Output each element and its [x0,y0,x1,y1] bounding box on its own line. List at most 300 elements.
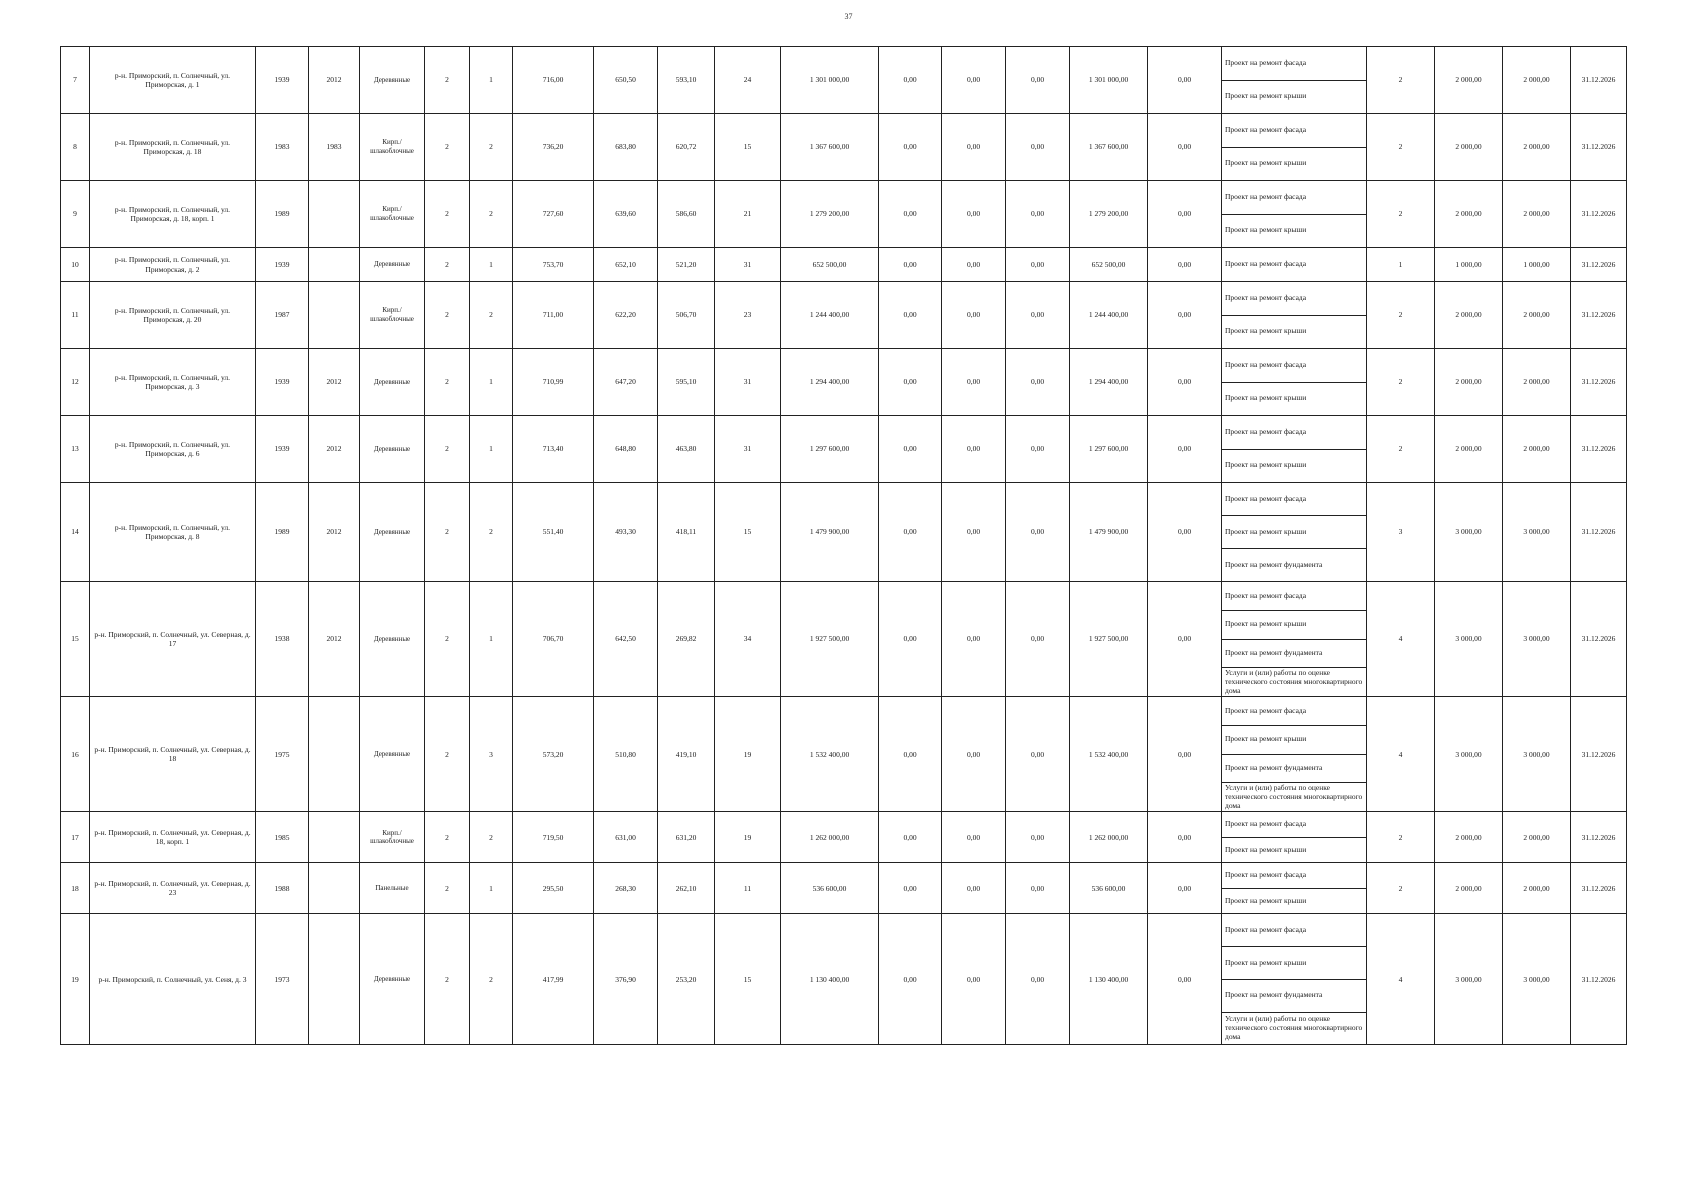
cost-fund: 0,00 [879,47,942,114]
table-row [61,114,1627,148]
unit-cost-max: 3 000,00 [1503,582,1571,697]
year-repair: 1983 [309,114,360,181]
work-item: Услуги и (или) работы по оценке технического состояния многоквартирного дома [1222,783,1367,812]
work-item: Проект на ремонт фундамента [1222,549,1367,582]
entrances-count: 3 [470,697,513,812]
cost-fund: 0,00 [879,483,942,582]
unit-cost: 3 000,00 [1435,697,1503,812]
year-built: 1938 [256,582,309,697]
area-total: 706,70 [513,582,594,697]
floors-count: 2 [425,483,470,582]
row-number: 8 [61,114,90,181]
cost-other: 0,00 [1148,582,1222,697]
year-built: 1983 [256,114,309,181]
floors-count: 2 [425,349,470,416]
unit-cost: 2 000,00 [1435,863,1503,914]
cost-budget-local: 0,00 [1006,863,1070,914]
document-sheet [60,46,1626,1045]
unit-cost: 2 000,00 [1435,282,1503,349]
cost-fund: 0,00 [879,349,942,416]
work-item: Проект на ремонт фасада [1222,812,1367,838]
row-number: 12 [61,349,90,416]
cost-owners: 652 500,00 [1070,248,1148,282]
deadline: 31.12.2026 [1571,697,1627,812]
address: р-н. Приморский, п. Солнечный, ул. Сеня, д. 3 [90,914,256,1045]
row-number: 15 [61,582,90,697]
residents-count: 15 [715,483,781,582]
cost-fund: 0,00 [879,914,942,1045]
deadline: 31.12.2026 [1571,181,1627,248]
cost-total: 1 130 400,00 [781,914,879,1045]
year-built: 1939 [256,47,309,114]
cost-total: 536 600,00 [781,863,879,914]
work-item: Проект на ремонт крыши [1222,837,1367,863]
units-count: 2 [1367,812,1435,863]
unit-cost: 2 000,00 [1435,181,1503,248]
wall-material: Панельные [360,863,425,914]
cost-other: 0,00 [1148,181,1222,248]
work-item: Проект на ремонт фасада [1222,47,1367,81]
work-item: Проект на ремонт крыши [1222,382,1367,416]
entrances-count: 2 [470,812,513,863]
work-item: Проект на ремонт фасада [1222,282,1367,316]
cost-budget-region: 0,00 [942,181,1006,248]
residents-count: 31 [715,248,781,282]
residents-count: 15 [715,114,781,181]
cost-budget-region: 0,00 [942,416,1006,483]
table-row [61,181,1627,215]
year-repair: 2012 [309,349,360,416]
area-total: 713,40 [513,416,594,483]
area-residential: 521,20 [658,248,715,282]
cost-budget-local: 0,00 [1006,47,1070,114]
cost-owners: 1 532 400,00 [1070,697,1148,812]
floors-count: 2 [425,114,470,181]
units-count: 1 [1367,248,1435,282]
year-repair [309,248,360,282]
cost-budget-local: 0,00 [1006,812,1070,863]
floors-count: 2 [425,47,470,114]
wall-material: Кирп./шлакоблочные [360,181,425,248]
year-repair [309,697,360,812]
address: р-н. Приморский, п. Солнечный, ул. Приморская, д. 6 [90,416,256,483]
units-count: 2 [1367,47,1435,114]
row-number: 11 [61,282,90,349]
cost-total: 1 294 400,00 [781,349,879,416]
area-premises: 642,50 [594,582,658,697]
area-residential: 262,10 [658,863,715,914]
area-total: 753,70 [513,248,594,282]
units-count: 2 [1367,349,1435,416]
entrances-count: 1 [470,248,513,282]
units-count: 4 [1367,582,1435,697]
cost-owners: 1 479 900,00 [1070,483,1148,582]
cost-budget-local: 0,00 [1006,416,1070,483]
deadline: 31.12.2026 [1571,349,1627,416]
year-repair [309,282,360,349]
year-built: 1987 [256,282,309,349]
cost-fund: 0,00 [879,582,942,697]
floors-count: 2 [425,582,470,697]
address: р-н. Приморский, п. Солнечный, ул. Северная, д. 17 [90,582,256,697]
repair-registry-table [60,46,1627,1045]
entrances-count: 2 [470,914,513,1045]
unit-cost: 2 000,00 [1435,349,1503,416]
work-item: Услуги и (или) работы по оценке технического состояния многоквартирного дома [1222,668,1367,697]
cost-total: 1 301 000,00 [781,47,879,114]
cost-owners: 1 927 500,00 [1070,582,1148,697]
unit-cost-max: 3 000,00 [1503,483,1571,582]
wall-material: Деревянные [360,349,425,416]
cost-owners: 1 297 600,00 [1070,416,1148,483]
work-item: Проект на ремонт фасада [1222,114,1367,148]
row-number: 13 [61,416,90,483]
cost-owners: 536 600,00 [1070,863,1148,914]
work-item: Услуги и (или) работы по оценке технического состояния многоквартирного дома [1222,1012,1367,1045]
cost-owners: 1 130 400,00 [1070,914,1148,1045]
work-item: Проект на ремонт фундамента [1222,979,1367,1012]
cost-other: 0,00 [1148,483,1222,582]
unit-cost-max: 2 000,00 [1503,349,1571,416]
unit-cost: 3 000,00 [1435,582,1503,697]
cost-budget-region: 0,00 [942,863,1006,914]
work-item: Проект на ремонт крыши [1222,947,1367,980]
area-residential: 269,82 [658,582,715,697]
deadline: 31.12.2026 [1571,416,1627,483]
work-item: Проект на ремонт крыши [1222,147,1367,181]
work-item: Проект на ремонт фасада [1222,914,1367,947]
cost-total: 652 500,00 [781,248,879,282]
cost-budget-region: 0,00 [942,114,1006,181]
address: р-н. Приморский, п. Солнечный, ул. Северная, д. 23 [90,863,256,914]
entrances-count: 2 [470,181,513,248]
area-total: 710,99 [513,349,594,416]
residents-count: 11 [715,863,781,914]
cost-budget-local: 0,00 [1006,282,1070,349]
cost-total: 1 262 000,00 [781,812,879,863]
unit-cost-max: 2 000,00 [1503,181,1571,248]
area-premises: 650,50 [594,47,658,114]
unit-cost: 3 000,00 [1435,483,1503,582]
cost-other: 0,00 [1148,914,1222,1045]
deadline: 31.12.2026 [1571,812,1627,863]
wall-material: Деревянные [360,697,425,812]
year-built: 1985 [256,812,309,863]
unit-cost-max: 2 000,00 [1503,282,1571,349]
cost-total: 1 479 900,00 [781,483,879,582]
units-count: 4 [1367,914,1435,1045]
area-premises: 493,30 [594,483,658,582]
cost-other: 0,00 [1148,416,1222,483]
row-number: 10 [61,248,90,282]
unit-cost-max: 1 000,00 [1503,248,1571,282]
deadline: 31.12.2026 [1571,582,1627,697]
residents-count: 19 [715,697,781,812]
area-total: 711,00 [513,282,594,349]
cost-budget-region: 0,00 [942,282,1006,349]
unit-cost: 2 000,00 [1435,47,1503,114]
cost-total: 1 927 500,00 [781,582,879,697]
area-premises: 647,20 [594,349,658,416]
cost-budget-region: 0,00 [942,697,1006,812]
wall-material: Кирп./шлакоблочные [360,812,425,863]
deadline: 31.12.2026 [1571,248,1627,282]
cost-other: 0,00 [1148,812,1222,863]
unit-cost-max: 2 000,00 [1503,812,1571,863]
unit-cost-max: 2 000,00 [1503,114,1571,181]
cost-budget-local: 0,00 [1006,181,1070,248]
address: р-н. Приморский, п. Солнечный, ул. Приморская, д. 8 [90,483,256,582]
area-premises: 268,30 [594,863,658,914]
units-count: 2 [1367,282,1435,349]
residents-count: 31 [715,349,781,416]
year-built: 1988 [256,863,309,914]
cost-total: 1 297 600,00 [781,416,879,483]
work-item: Проект на ремонт фасада [1222,181,1367,215]
area-total: 719,50 [513,812,594,863]
area-residential: 506,70 [658,282,715,349]
work-item: Проект на ремонт крыши [1222,725,1367,754]
year-built: 1939 [256,349,309,416]
unit-cost-max: 3 000,00 [1503,914,1571,1045]
work-item: Проект на ремонт фасада [1222,416,1367,450]
address: р-н. Приморский, п. Солнечный, ул. Приморская, д. 3 [90,349,256,416]
residents-count: 19 [715,812,781,863]
work-item: Проект на ремонт крыши [1222,449,1367,483]
cost-budget-local: 0,00 [1006,248,1070,282]
unit-cost-max: 2 000,00 [1503,416,1571,483]
floors-count: 2 [425,914,470,1045]
address: р-н. Приморский, п. Солнечный, ул. Приморская, д. 2 [90,248,256,282]
cost-owners: 1 262 000,00 [1070,812,1148,863]
cost-budget-region: 0,00 [942,349,1006,416]
cost-fund: 0,00 [879,248,942,282]
cost-owners: 1 294 400,00 [1070,349,1148,416]
row-number: 7 [61,47,90,114]
work-item: Проект на ремонт крыши [1222,214,1367,248]
address: р-н. Приморский, п. Солнечный, ул. Приморская, д. 18, корп. 1 [90,181,256,248]
area-total: 417,99 [513,914,594,1045]
cost-budget-local: 0,00 [1006,114,1070,181]
floors-count: 2 [425,416,470,483]
year-built: 1989 [256,181,309,248]
address: р-н. Приморский, п. Солнечный, ул. Приморская, д. 1 [90,47,256,114]
cost-budget-local: 0,00 [1006,483,1070,582]
entrances-count: 1 [470,416,513,483]
work-item: Проект на ремонт фундамента [1222,754,1367,783]
floors-count: 2 [425,282,470,349]
address: р-н. Приморский, п. Солнечный, ул. Северная, д. 18, корп. 1 [90,812,256,863]
residents-count: 31 [715,416,781,483]
table-row [61,697,1627,726]
cost-total: 1 279 200,00 [781,181,879,248]
area-total: 295,50 [513,863,594,914]
deadline: 31.12.2026 [1571,282,1627,349]
year-built: 1975 [256,697,309,812]
cost-fund: 0,00 [879,181,942,248]
year-repair [309,914,360,1045]
row-number: 18 [61,863,90,914]
floors-count: 2 [425,863,470,914]
cost-budget-region: 0,00 [942,914,1006,1045]
work-item: Проект на ремонт крыши [1222,610,1367,639]
area-premises: 622,20 [594,282,658,349]
unit-cost-max: 2 000,00 [1503,47,1571,114]
row-number: 17 [61,812,90,863]
cost-budget-local: 0,00 [1006,582,1070,697]
area-premises: 510,80 [594,697,658,812]
area-premises: 631,00 [594,812,658,863]
deadline: 31.12.2026 [1571,863,1627,914]
work-item: Проект на ремонт фасада [1222,582,1367,611]
area-total: 551,40 [513,483,594,582]
units-count: 2 [1367,863,1435,914]
units-count: 3 [1367,483,1435,582]
cost-other: 0,00 [1148,282,1222,349]
wall-material: Кирп./шлакоблочные [360,114,425,181]
area-residential: 253,20 [658,914,715,1045]
area-residential: 595,10 [658,349,715,416]
floors-count: 2 [425,697,470,812]
area-premises: 683,80 [594,114,658,181]
cost-other: 0,00 [1148,114,1222,181]
work-item: Проект на ремонт фасада [1222,349,1367,383]
unit-cost: 3 000,00 [1435,914,1503,1045]
work-item: Проект на ремонт крыши [1222,80,1367,114]
address: р-н. Приморский, п. Солнечный, ул. Приморская, д. 20 [90,282,256,349]
work-item: Проект на ремонт крыши [1222,516,1367,549]
area-premises: 652,10 [594,248,658,282]
cost-budget-local: 0,00 [1006,697,1070,812]
row-number: 14 [61,483,90,582]
area-total: 736,20 [513,114,594,181]
residents-count: 21 [715,181,781,248]
cost-other: 0,00 [1148,697,1222,812]
entrances-count: 1 [470,582,513,697]
cost-owners: 1 279 200,00 [1070,181,1148,248]
unit-cost: 2 000,00 [1435,812,1503,863]
area-residential: 463,80 [658,416,715,483]
cost-fund: 0,00 [879,282,942,349]
entrances-count: 2 [470,282,513,349]
entrances-count: 1 [470,47,513,114]
floors-count: 2 [425,812,470,863]
cost-other: 0,00 [1148,349,1222,416]
area-residential: 631,20 [658,812,715,863]
residents-count: 24 [715,47,781,114]
residents-count: 15 [715,914,781,1045]
cost-other: 0,00 [1148,248,1222,282]
deadline: 31.12.2026 [1571,914,1627,1045]
units-count: 4 [1367,697,1435,812]
cost-owners: 1 367 600,00 [1070,114,1148,181]
cost-fund: 0,00 [879,416,942,483]
table-row [61,863,1627,889]
area-total: 727,60 [513,181,594,248]
wall-material: Деревянные [360,914,425,1045]
units-count: 2 [1367,416,1435,483]
unit-cost-max: 3 000,00 [1503,697,1571,812]
work-item: Проект на ремонт крыши [1222,315,1367,349]
unit-cost: 2 000,00 [1435,416,1503,483]
work-item: Проект на ремонт фундамента [1222,639,1367,668]
row-number: 16 [61,697,90,812]
row-number: 9 [61,181,90,248]
cost-owners: 1 301 000,00 [1070,47,1148,114]
entrances-count: 2 [470,114,513,181]
unit-cost-max: 2 000,00 [1503,863,1571,914]
cost-fund: 0,00 [879,697,942,812]
floors-count: 2 [425,248,470,282]
units-count: 2 [1367,181,1435,248]
floors-count: 2 [425,181,470,248]
cost-owners: 1 244 400,00 [1070,282,1148,349]
address: р-н. Приморский, п. Солнечный, ул. Приморская, д. 18 [90,114,256,181]
address: р-н. Приморский, п. Солнечный, ул. Северная, д. 18 [90,697,256,812]
table-body [61,47,1627,1045]
work-item: Проект на ремонт фасада [1222,483,1367,516]
area-total: 573,20 [513,697,594,812]
cost-fund: 0,00 [879,812,942,863]
year-built: 1973 [256,914,309,1045]
area-residential: 620,72 [658,114,715,181]
table-row [61,282,1627,316]
cost-total: 1 367 600,00 [781,114,879,181]
area-residential: 593,10 [658,47,715,114]
area-premises: 639,60 [594,181,658,248]
table-row [61,349,1627,383]
entrances-count: 1 [470,863,513,914]
work-item: Проект на ремонт фасада [1222,863,1367,889]
unit-cost: 1 000,00 [1435,248,1503,282]
year-repair: 2012 [309,582,360,697]
cost-budget-region: 0,00 [942,248,1006,282]
year-repair: 2012 [309,47,360,114]
table-row [61,914,1627,947]
area-premises: 648,80 [594,416,658,483]
page-number: 37 [844,12,853,21]
residents-count: 23 [715,282,781,349]
cost-fund: 0,00 [879,863,942,914]
cost-budget-local: 0,00 [1006,914,1070,1045]
area-premises: 376,90 [594,914,658,1045]
year-repair [309,812,360,863]
cost-budget-region: 0,00 [942,812,1006,863]
cost-budget-region: 0,00 [942,483,1006,582]
wall-material: Деревянные [360,582,425,697]
year-built: 1989 [256,483,309,582]
table-row [61,416,1627,450]
wall-material: Деревянные [360,483,425,582]
wall-material: Деревянные [360,416,425,483]
entrances-count: 2 [470,483,513,582]
work-item: Проект на ремонт крыши [1222,888,1367,914]
wall-material: Деревянные [360,47,425,114]
year-built: 1939 [256,416,309,483]
table-row [61,248,1627,282]
cost-fund: 0,00 [879,114,942,181]
work-item: Проект на ремонт фасада [1222,248,1367,282]
cost-other: 0,00 [1148,863,1222,914]
cost-budget-region: 0,00 [942,582,1006,697]
area-total: 716,00 [513,47,594,114]
year-repair: 2012 [309,483,360,582]
table-row [61,582,1627,611]
year-repair [309,181,360,248]
entrances-count: 1 [470,349,513,416]
table-row [61,47,1627,81]
work-item: Проект на ремонт фасада [1222,697,1367,726]
